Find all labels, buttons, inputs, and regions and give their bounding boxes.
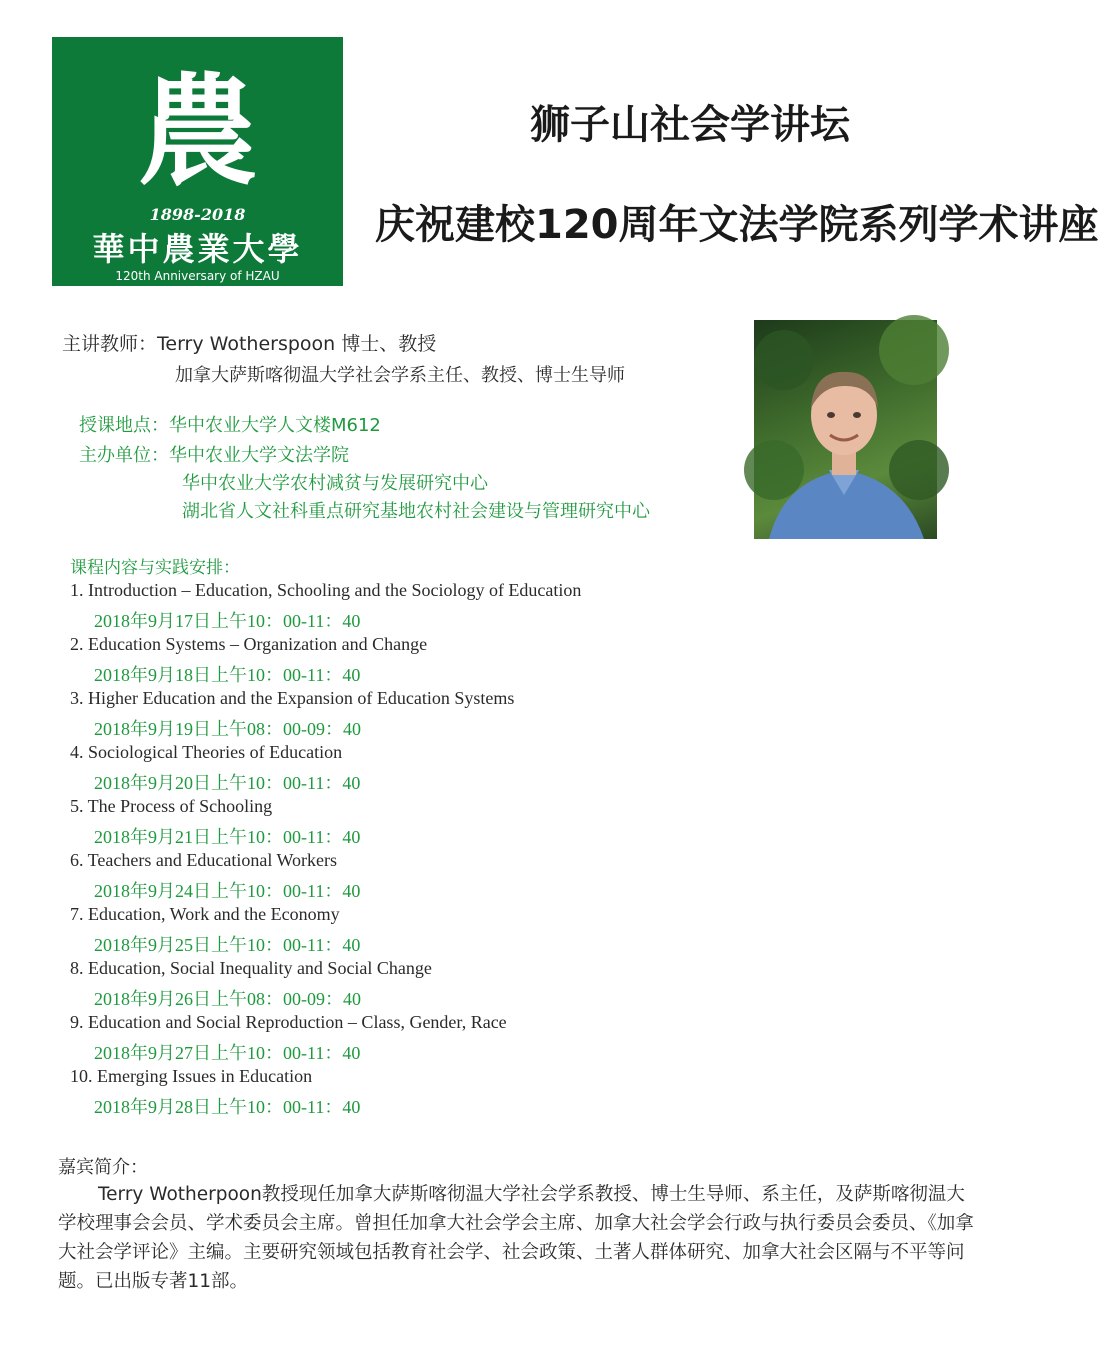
page-subtitle: 庆祝建校120周年文法学院系列学术讲座 (375, 202, 1099, 248)
speaker-photo (754, 320, 937, 539)
session-title: 6. Teachers and Educational Workers (70, 850, 338, 870)
logo-years: 1898-2018 (149, 205, 246, 224)
session-time: 2018年9月20日上午10：00-11：40 (94, 773, 361, 793)
venue-label: 授课地点： (79, 415, 169, 436)
session-title: 8. Education, Social Inequality and Social Change (70, 958, 432, 978)
session-title: 10. Emerging Issues in Education (70, 1066, 313, 1086)
speaker-affiliation: 加拿大萨斯喀彻温大学社会学系主任、教授、博士生导师 (175, 365, 625, 386)
host-org-2: 华中农业大学农村减贫与发展研究中心 (182, 473, 488, 494)
session-title: 2. Education Systems – Organization and Change (70, 634, 428, 654)
session-time: 2018年9月28日上午10：00-11：40 (94, 1097, 361, 1117)
venue-line (79, 411, 381, 437)
session-title: 5. The Process of Schooling (70, 796, 273, 816)
host-org-3: 湖北省人文社科重点研究基地农村社会建设与管理研究中心 (182, 501, 650, 522)
university-logo (52, 37, 343, 286)
guest-bio-text: Terry Wotherpoon教授现任加拿大萨斯喀彻温大学社会学系教授、博士生导师、系主任，及萨斯喀彻温大学校理事会会员、学术委员会主席。曾担任加拿大社会学会主席、加拿大社会学会行政与执行委员会委员、《加拿大社会学评论》主编。主要研究领域包括教育社会学、社会政策、土著人群体研究、加拿大社会区隔与不平等问题。已出版专著11部。 (58, 1184, 974, 1292)
speaker-label: 主讲教师： (62, 333, 158, 355)
venue-value: 华中农业大学人文楼M612 (169, 415, 381, 436)
speaker-line (62, 329, 436, 356)
session-time: 2018年9月25日上午10：00-11：40 (94, 935, 361, 955)
host-line (79, 441, 349, 467)
session-time: 2018年9月26日上午08：00-09：40 (94, 989, 361, 1009)
session-title: 1. Introduction – Education, Schooling and the Sociology of Education (70, 580, 582, 600)
session-title: 3. Higher Education and the Expansion of Education Systems (70, 688, 515, 708)
session-title: 7. Education, Work and the Economy (70, 904, 340, 924)
guest-heading: 嘉宾简介： (58, 1157, 148, 1178)
host-org-1: 华中农业大学文法学院 (169, 445, 349, 466)
schedule-heading: 课程内容与实践安排： (70, 558, 240, 578)
host-label: 主办单位： (79, 445, 169, 466)
guest-bio (58, 1180, 982, 1296)
session-time: 2018年9月19日上午08：00-09：40 (94, 719, 361, 739)
session-time: 2018年9月24日上午10：00-11：40 (94, 881, 361, 901)
logo-emblem: 農 (137, 61, 258, 202)
session-time: 2018年9月27日上午10：00-11：40 (94, 1043, 361, 1063)
logo-university-name: 華中農業大學 (92, 230, 303, 268)
page-title: 狮子山社会学讲坛 (530, 102, 850, 148)
session-title: 4. Sociological Theories of Education (70, 742, 343, 762)
speaker-name: Terry Wotherspoon 博士、教授 (157, 333, 437, 355)
session-time: 2018年9月21日上午10：00-11：40 (94, 827, 361, 847)
session-title: 9. Education and Social Reproduction – Class, Gender, Race (70, 1012, 507, 1032)
session-time: 2018年9月18日上午10：00-11：40 (94, 665, 361, 685)
session-time: 2018年9月17日上午10：00-11：40 (94, 611, 361, 631)
logo-anniversary: 120th Anniversary of HZAU (115, 269, 280, 283)
